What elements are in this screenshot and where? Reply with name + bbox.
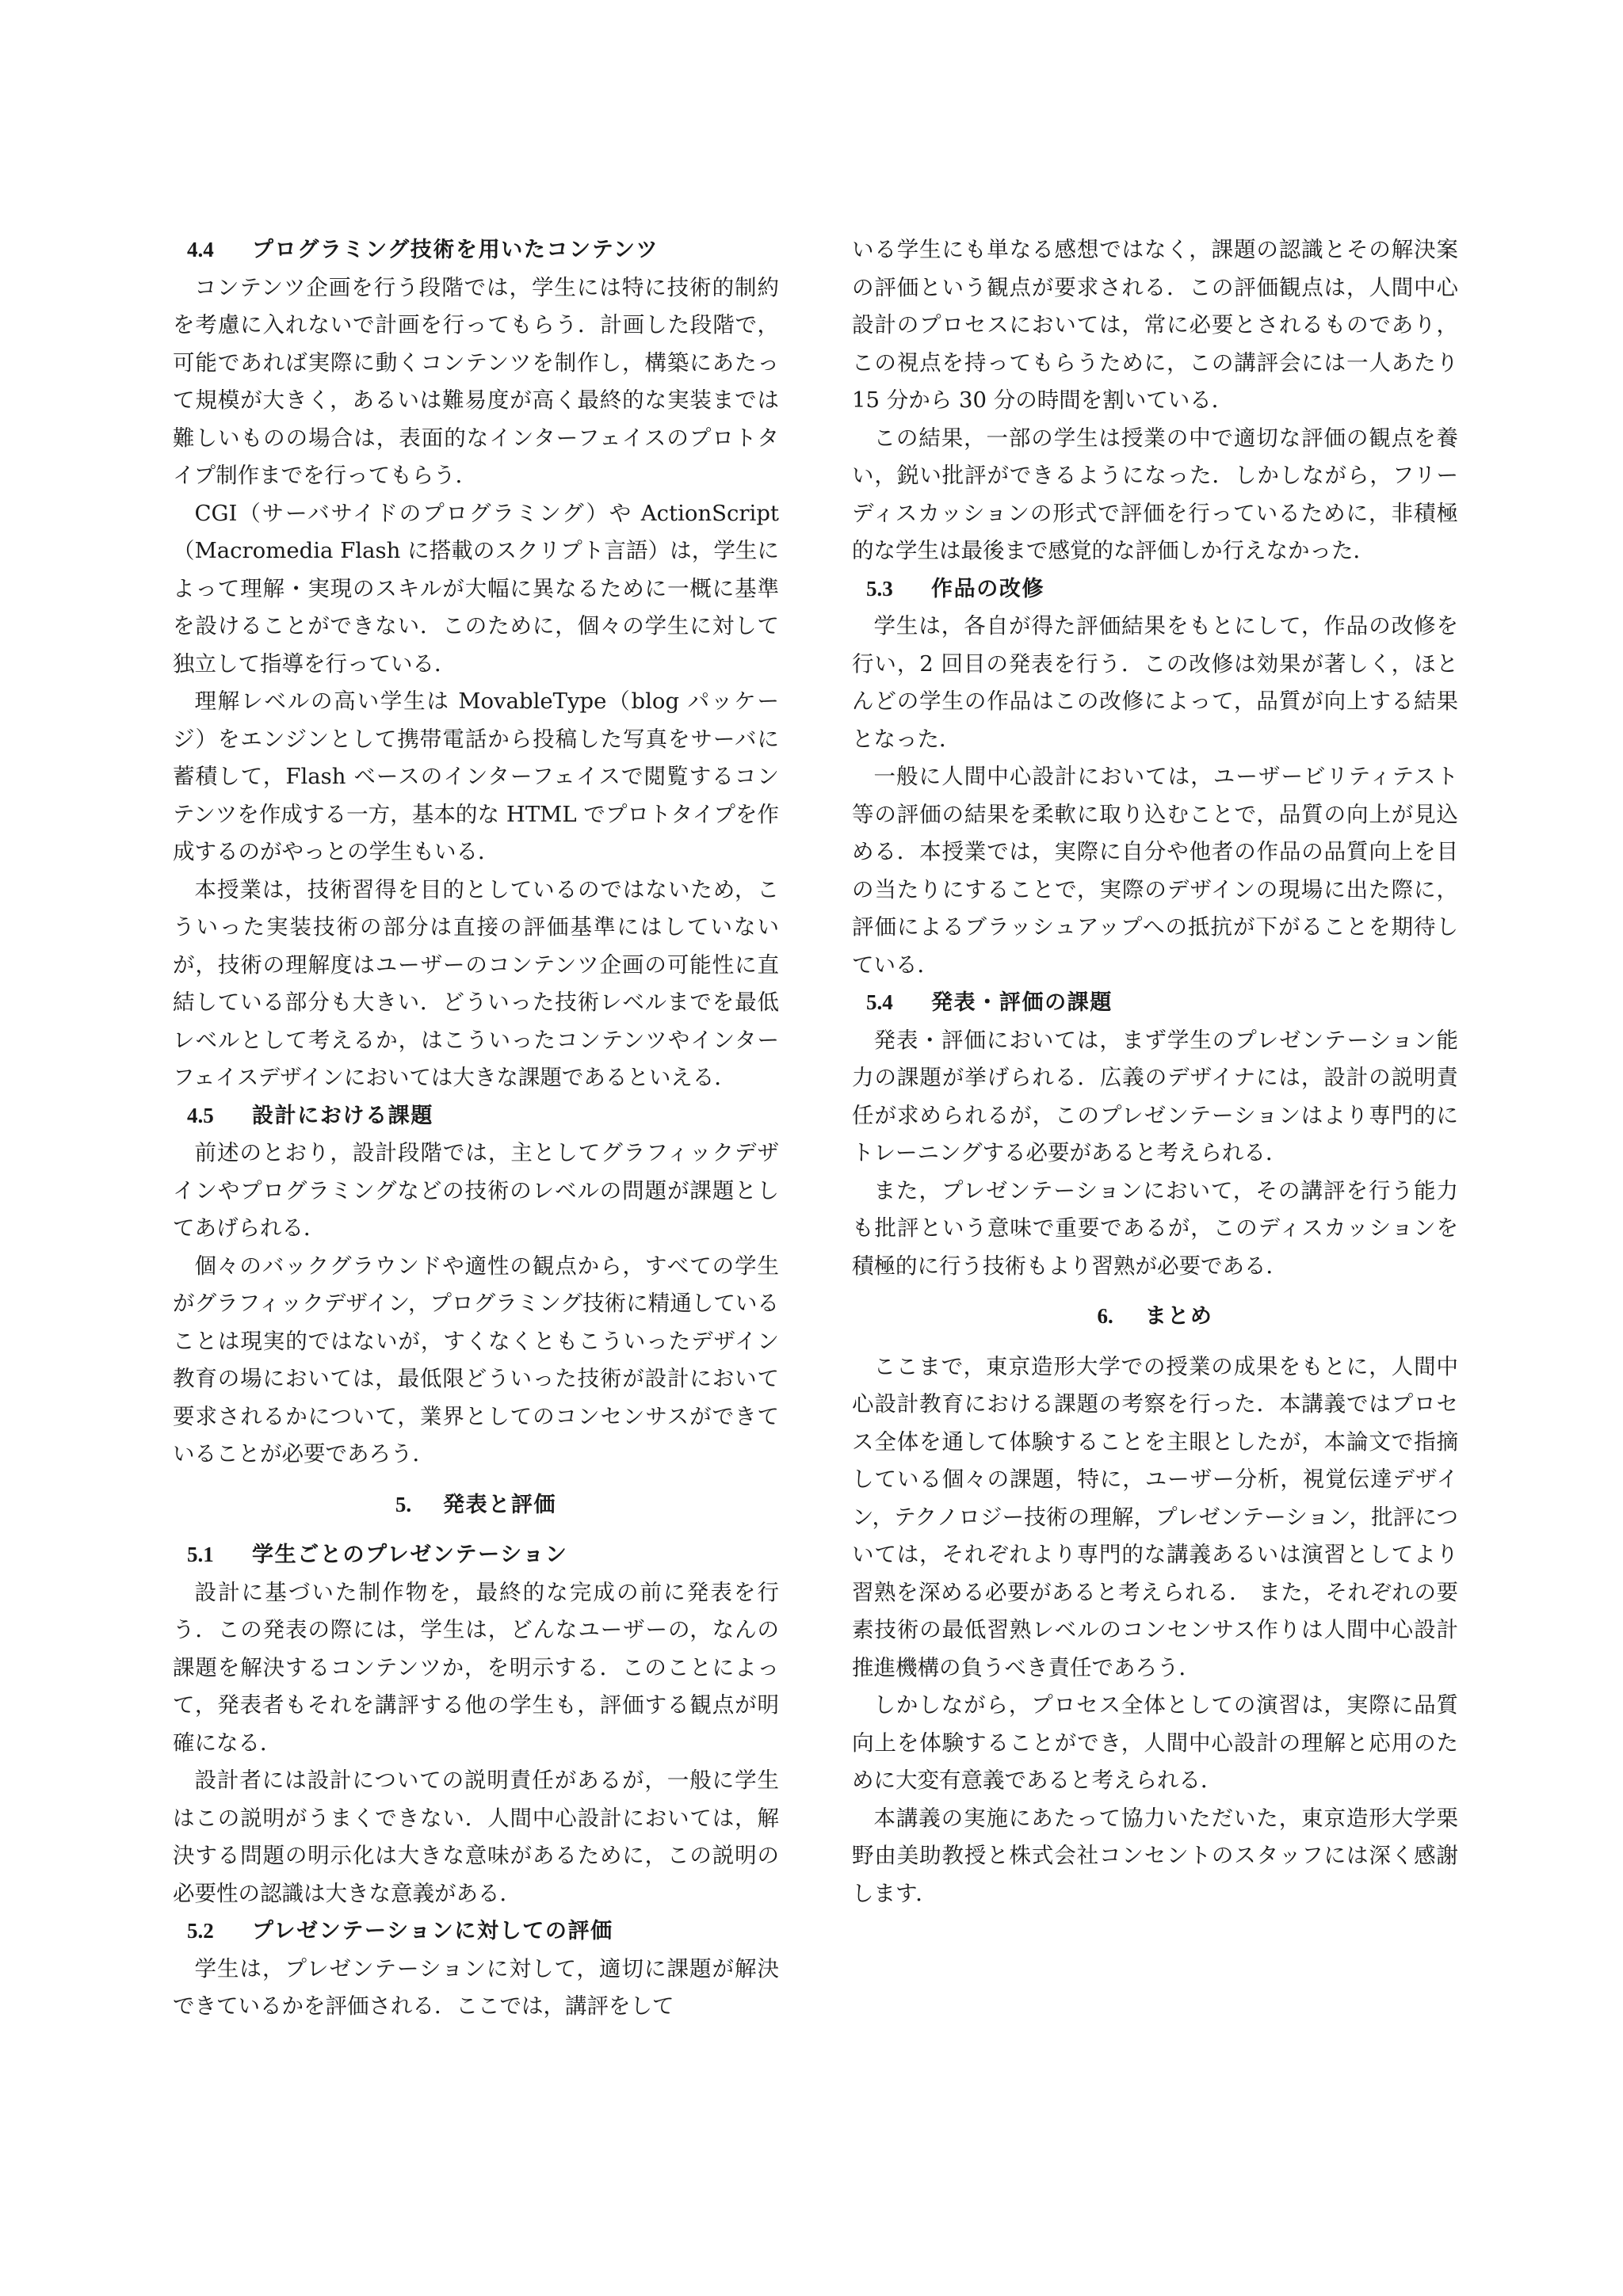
subsection-heading-4-4 [173, 231, 779, 269]
subsection-number: 5.4 [866, 990, 893, 1014]
paragraph: 個々のバックグラウンドや適性の観点から，すべての学生がグラフィックデザイン，プログラミング技術に精通していることは現実的ではないが，すくなくともこういったデザイン教育の場においては，最低限どういった技術が設計において要求されるかについて，業界としてのコンセンサスができていることが必要であろう． [173, 1253, 779, 1466]
subsection-number: 5.3 [866, 576, 893, 601]
paragraph: 学生は，プレゼンテーションに対して，適切に課題が解決できているかを評価される．ここでは，講評をして [173, 1955, 779, 2019]
right-column [852, 231, 1458, 1913]
left-column [173, 231, 779, 2026]
subsection-number: 5.2 [187, 1919, 214, 1943]
subsection-number: 5.1 [187, 1543, 214, 1566]
subsection-heading-5-2 [173, 1913, 779, 1951]
subsection-number: 4.5 [187, 1103, 214, 1127]
subsection-heading-5-3 [852, 570, 1458, 608]
paragraph: しかしながら，プロセス全体としての演習は，実際に品質向上を体験することができ，人間中心設計の理解と応用のために大変有意義であると考えられる． [852, 1692, 1458, 1793]
subsection-title: プログラミング技術を用いたコンテンツ [252, 238, 659, 262]
section-title: まとめ [1144, 1304, 1213, 1329]
paragraph: この結果，一部の学生は授業の中で適切な評価の観点を養い，鋭い批評ができるようになった．しかしながら，フリーディスカッションの形式で評価を行っているために，非積極的な学生は最後まで感覚的な評価しか行えなかった． [852, 425, 1458, 563]
subsection-heading-5-4 [852, 984, 1458, 1022]
section-number: 5. [395, 1492, 412, 1516]
paragraph: コンテンツ企画を行う段階では，学生には特に技術的制約を考慮に入れないで計画を行ってもらう．計画した段階で，可能であれば実際に動くコンテンツを制作し，構築にあたって規模が大きく，あるいは難易度が高く最終的な実装までは難しいものの場合は，表面的なインターフェイスのプロトタイプ制作までを行ってもらう． [173, 274, 779, 488]
subsection-heading-5-1 [173, 1536, 779, 1574]
paragraph: 本授業は，技術習得を目的としているのではないため，こういった実装技術の部分は直接の評価基準にはしていないが，技術の理解度はユーザーのコンテンツ企画の可能性に直結している部分も大きい．どういった技術レベルまでを最低レベルとして考えるか，はこういったコンテンツやインターフェイスデザインにおいては大きな課題であるといえる． [173, 876, 779, 1090]
subsection-title: 設計における課題 [252, 1103, 433, 1128]
subsection-heading-4-5 [173, 1097, 779, 1135]
paragraph: 一般に人間中心設計においては，ユーザービリティテスト等の評価の結果を柔軟に取り込むことで，品質の向上が見込める．本授業では，実際に自分や他者の作品の品質向上を目の当たりにすることで，実際のデザインの現場に出た際に，評価によるブラッシュアップへの抵抗が下がることを期待している． [852, 764, 1458, 978]
paragraph: 前述のとおり，設計段階では，主としてグラフィックデザインやプログラミングなどの技術のレベルの問題が課題としてあげられる． [173, 1140, 779, 1241]
subsection-title: 学生ごとのプレゼンテーション [252, 1543, 568, 1567]
subsection-number: 4.4 [187, 238, 214, 261]
paragraph: また，プレゼンテーションにおいて，その講評を行う能力も批評という意味で重要であるが，このディスカッションを積極的に行う技術もより習熟が必要である． [852, 1177, 1458, 1279]
paragraph: 発表・評価においては，まず学生のプレゼンテーション能力の課題が挙げられる．広義のデザイナには，設計の説明責任が求められるが，このプレゼンテーションはより専門的にトレーニングする必要があると考えられる． [852, 1027, 1458, 1165]
paragraph: 設計に基づいた制作物を，最終的な完成の前に発表を行う．この発表の際には，学生は，どんなユーザーの，なんの課題を解決するコンテンツか，を明示する．このことによって，発表者もそれを講評する他の学生も，評価する観点が明確になる． [173, 1579, 779, 1756]
paragraph: CGI（サーバサイドのプログラミング）や ActionScript（Macromedia Flash に搭載のスクリプト言語）は，学生によって理解・実現のスキルが大幅に異なるために一概に基準を設けることができない．このために，個々の学生に対して独立して指導を行っている． [173, 500, 779, 677]
section-number: 6. [1097, 1304, 1113, 1328]
section-title: 発表と評価 [443, 1492, 557, 1517]
paragraph-continued: いる学生にも単なる感想ではなく，課題の認識とその解決案の評価という観点が要求される．この評価観点は，人間中心設計のプロセスにおいては，常に必要とされるものであり，この視点を持ってもらうために，この講評会には一人あたり 15 分から 30 分の時間を割いている． [852, 237, 1458, 413]
section-heading-6 [852, 1298, 1458, 1336]
subsection-title: プレゼンテーションに対しての評価 [252, 1919, 613, 1943]
subsection-title: 作品の改修 [931, 576, 1045, 601]
paragraph: 学生は，各自が得た評価結果をもとにして，作品の改修を行い，2 回目の発表を行う．この改修は効果が著しく，ほとんどの学生の作品はこの改修によって，品質が向上する結果となった． [852, 613, 1458, 752]
paragraph: 理解レベルの高い学生は MovableType（blog パッケージ）をエンジンとして携帯電話から投稿した写真をサーバに蓄積して，Flash ベースのインターフェイスで閲覧するコンテンツを作成する一方，基本的な HTML でプロトタイプを作成するのがやっとの学生もいる． [173, 688, 779, 864]
paragraph: 設計者には設計についての説明責任があるが，一般に学生はこの説明がうまくできない．人間中心設計においては，解決する問題の明示化は大きな意味があるために，この説明の必要性の認識は大きな意義がある． [173, 1768, 779, 1906]
paragraph: ここまで，東京造形大学での授業の成果をもとに，人間中心設計教育における課題の考察を行った．本講義ではプロセス全体を通して体験することを主眼としたが，本論文で指摘している個々の課題，特に，ユーザー分析，視覚伝達デザイン，テクノロジー技術の理解，プレゼンテーション，批評については，それぞれより専門的な講義あるいは演習としてより習熟を深める必要があると考えられる． また，それぞれの要素技術の最低習熟レベルのコンセンサス作りは人間中心設計推進機構の負うべき責任であろう． [852, 1353, 1458, 1680]
paragraph: 本講義の実施にあたって協力いただいた，東京造形大学栗野由美助教授と株式会社コンセントのスタッフには深く感謝します． [852, 1805, 1458, 1906]
section-heading-5 [173, 1486, 779, 1524]
subsection-title: 発表・評価の課題 [931, 990, 1113, 1015]
